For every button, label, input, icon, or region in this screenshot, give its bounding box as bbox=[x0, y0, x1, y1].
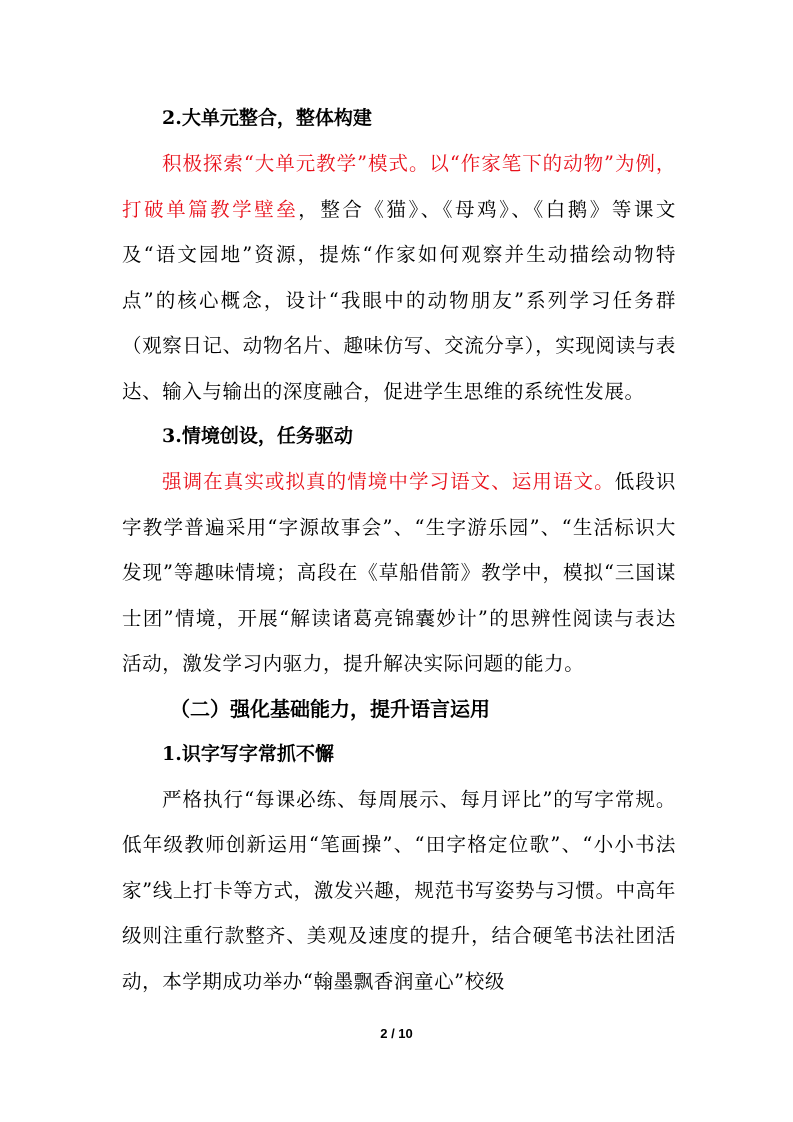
section-1-heading: 1.识字写字常抓不懈 bbox=[162, 742, 334, 765]
section-3-heading: 3.情境创设，任务驱动 bbox=[162, 425, 353, 447]
page-content bbox=[122, 96, 676, 1004]
section-3-paragraph bbox=[122, 459, 676, 687]
section-2-heading: 2.大单元整合，整体构建 bbox=[162, 107, 372, 129]
page-number: 2 / 10 bbox=[380, 1026, 413, 1041]
part-2-heading: （二）强化基础能力，提升语言运用 bbox=[170, 696, 490, 721]
section-1-paragraph: 严格执行“每课必练、每周展示、每月评比”的写字常规。低年级教师创新运用“笔画操”、“田字格定位歌”、“小小书法家”线上打卡等方式，激发兴趣，规范书写姿势与习惯。中高年级则注重行款整齐、美观及速度的提升，结合硬笔书法社团活动，本学期成功举办“翰墨飘香润童心”校级 bbox=[122, 787, 676, 993]
section-3-body: 低段识字教学普遍采用“字源故事会”、“生字游乐园”、“生活标识大发现”等趣味情境；高段在《草船借箭》教学中，模拟“三国谋士团”情境，开展“解读诸葛亮锦囊妙计”的思辨性阅读与表达活动，激发学习内驱力，提升解决实际问题的能力。 bbox=[122, 470, 676, 675]
section-2-highlight: 积极探索“大单元教学”模式。以“作家笔下的动物”为例，打破单篇教学壁垒 bbox=[122, 152, 676, 221]
section-2-paragraph bbox=[122, 141, 676, 414]
section-2-body: ，整合《猫》、《母鸡》、《白鹅》等课文及“语文园地”资源，提炼“作家如何观察并生动描绘动物特点”的核心概念，设计“我眼中的动物朋友”系列学习任务群（观察日记、动物名片、趣味仿写、交流分享），实现阅读与表达、输入与输出的深度融合，促进学生思维的系统性发展。 bbox=[122, 197, 676, 403]
section-3-highlight: 强调在真实或拟真的情境中学习语文、运用语文。 bbox=[162, 470, 615, 493]
